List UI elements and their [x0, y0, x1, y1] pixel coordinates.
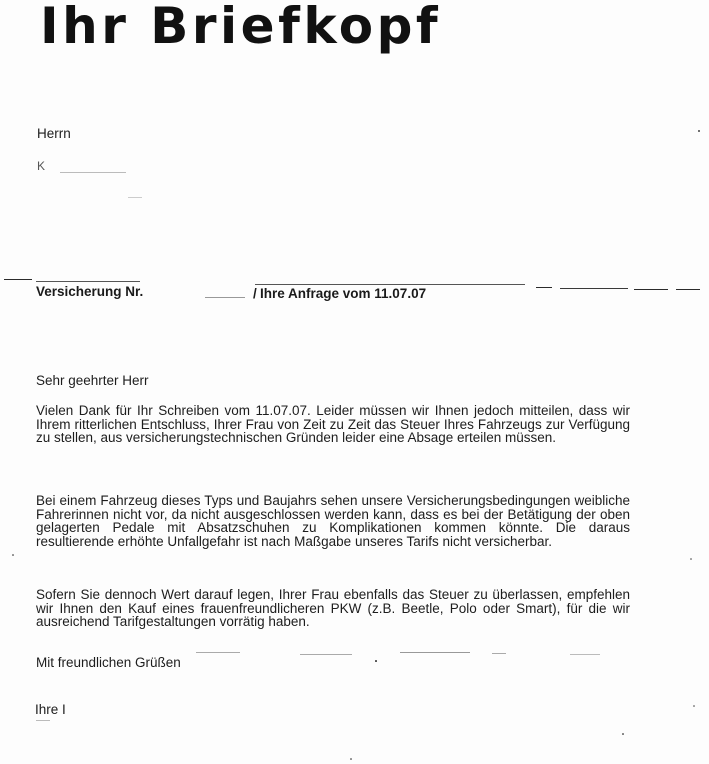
separator-dash-right-2 — [560, 288, 628, 289]
scan-smudge-3 — [400, 652, 470, 653]
recipient-salutation: Herrn — [37, 126, 71, 141]
paragraph-1: Vielen Dank für Ihr Schreiben vom 11.07.07. Leider müssen wir Ihnen jedoch mitteilen, dass wir Ihrem ritterlichen Entschluss, Ihrer Frau von Zeit zu Zeit das Steuer Ihres Fahrzeugs zur Verfügung zu stellen, aus versicherungstechnischen Gründen leider eine Absage erteilen müssen. — [36, 403, 630, 446]
separator-dash-right-1 — [536, 287, 552, 288]
separator-dash-left-2 — [36, 281, 140, 282]
separator-dash-right-4 — [676, 289, 700, 290]
scan-speck — [375, 660, 377, 662]
recipient-name-initial: K — [37, 159, 46, 173]
scan-speck — [350, 758, 352, 760]
redacted-address-smudge — [128, 197, 142, 198]
scan-speck — [693, 705, 695, 707]
signature: Ihre I — [35, 702, 66, 717]
separator-dash-left — [4, 279, 32, 280]
scan-speck — [622, 733, 624, 735]
greeting: Sehr geehrter Herr — [36, 373, 149, 388]
subject-request-text: Ihre Anfrage vom 11.07.07 — [260, 286, 427, 301]
scan-smudge-1 — [196, 652, 240, 653]
paragraph-2: Bei einem Fahrzeug dieses Typs und Baujahrs sehen unsere Versicherungsbedingungen weibliche Fahrerinnen nicht vor, da nicht ausgeschlossen werden kann, dass es bei der Betätigung der oben gelagerten Pedale mit Absatzschuhen zu Komplikationen kommen könnte. Die daraus resultierende erhöhte Unfallgefahr ist nach Maßgabe unseres Tarifs nicht versicherbar. — [36, 493, 630, 550]
redacted-insurance-number — [205, 297, 245, 298]
scan-smudge-2 — [300, 654, 352, 655]
scan-speck — [698, 130, 700, 132]
scan-speck — [690, 558, 692, 560]
closing-phrase: Mit freundlichen Grüßen — [36, 655, 181, 670]
scan-smudge-5 — [570, 654, 600, 655]
scan-smudge-4 — [492, 653, 506, 654]
subject-separator: / — [253, 286, 257, 301]
separator-dash-right-3 — [634, 289, 668, 290]
letterhead-title: Ihr Briefkopf — [40, 0, 442, 55]
scan-speck — [12, 554, 14, 556]
subject-insurance-label: Versicherung Nr. — [36, 284, 144, 299]
paragraph-3: Sofern Sie dennoch Wert darauf legen, Ihrer Frau ebenfalls das Steuer zu überlassen, empfehlen wir Ihnen den Kauf eines frauenfreundlicheren PKW (z.B. Beetle, Polo oder Smart), für die wir ausreichend Tarifgestaltungen vorrätig haben. — [36, 587, 630, 630]
redacted-name-smudge — [60, 172, 126, 173]
signature-smudge — [36, 720, 50, 721]
